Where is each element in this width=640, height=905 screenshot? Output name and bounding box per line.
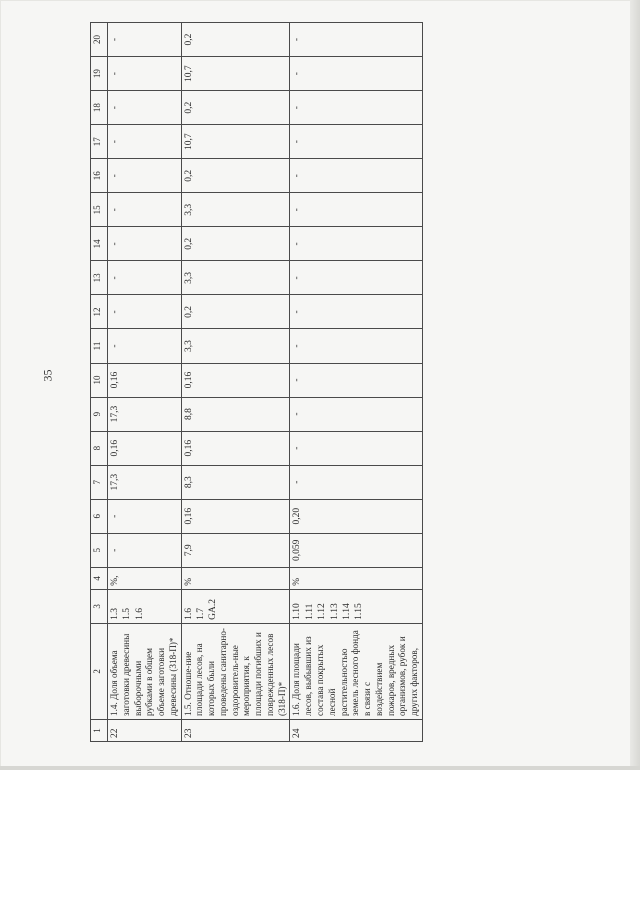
- unit: %: [290, 567, 422, 589]
- value-cell: 0,2: [181, 295, 290, 329]
- column-number-7: 7: [91, 465, 108, 499]
- value-cell: 3,3: [181, 329, 290, 363]
- indicator-code: 1.14: [341, 603, 352, 620]
- unit: %,: [108, 567, 182, 589]
- column-number-18: 18: [91, 91, 108, 125]
- value-cell: 0,20: [290, 499, 422, 533]
- value-cell: 0,16: [108, 363, 182, 397]
- value-cell: -: [290, 363, 422, 397]
- value-cell: 10,7: [181, 125, 290, 159]
- value-cell: 0,2: [181, 227, 290, 261]
- value-cell: 0,2: [181, 23, 290, 57]
- column-number-11: 11: [91, 329, 108, 363]
- value-cell: -: [290, 465, 422, 499]
- value-cell: 8,8: [181, 397, 290, 431]
- value-cell: 7,9: [181, 533, 290, 567]
- indicator-code: 1.10: [292, 603, 303, 620]
- table-row: [181, 23, 290, 742]
- row-number: 23: [181, 719, 290, 741]
- value-cell: -: [108, 329, 182, 363]
- value-cell: 0,2: [181, 91, 290, 125]
- column-number-17: 17: [91, 125, 108, 159]
- column-number-19: 19: [91, 57, 108, 91]
- column-number-14: 14: [91, 227, 108, 261]
- column-number-12: 12: [91, 295, 108, 329]
- column-number-16: 16: [91, 159, 108, 193]
- value-cell: 0,16: [181, 499, 290, 533]
- value-cell: 0,16: [181, 431, 290, 465]
- indicator-code: 1.15: [354, 603, 365, 620]
- value-cell: 17,3: [108, 465, 182, 499]
- indicator-code: 1.11: [304, 603, 315, 620]
- rotated-table: [90, 22, 620, 742]
- value-cell: -: [108, 499, 182, 533]
- indicator-code: 1.12: [317, 603, 328, 620]
- value-cell: 0,059: [290, 533, 422, 567]
- column-number-8: 8: [91, 431, 108, 465]
- value-cell: 0,2: [181, 159, 290, 193]
- value-cell: -: [108, 57, 182, 91]
- indicator-name: 1.5. Отноше-ние площади лесов, на которых были проведены санитарно-оздоровитель-ные мероприятия, к площади погибших и поврежденных лесов (318-П)*: [181, 623, 290, 719]
- indicator-code: 1.6: [183, 607, 194, 620]
- value-cell: -: [290, 261, 422, 295]
- column-number-15: 15: [91, 193, 108, 227]
- value-cell: -: [290, 91, 422, 125]
- column-number-5: 5: [91, 533, 108, 567]
- column-number-header: [91, 23, 108, 742]
- value-cell: -: [290, 329, 422, 363]
- table-row: [108, 23, 182, 742]
- value-cell: -: [108, 159, 182, 193]
- row-number: 22: [108, 719, 182, 741]
- column-number-6: 6: [91, 499, 108, 533]
- scan-edge: [630, 0, 640, 768]
- value-cell: 3,3: [181, 193, 290, 227]
- value-cell: 3,3: [181, 261, 290, 295]
- value-cell: -: [290, 431, 422, 465]
- value-cell: -: [290, 295, 422, 329]
- value-cell: -: [108, 227, 182, 261]
- scan-bottom-edge: [0, 766, 640, 770]
- value-cell: -: [108, 295, 182, 329]
- page-number: 35: [40, 369, 55, 382]
- value-cell: -: [108, 533, 182, 567]
- value-cell: 17,3: [108, 397, 182, 431]
- value-cell: -: [108, 91, 182, 125]
- value-cell: -: [108, 261, 182, 295]
- value-cell: 0,16: [108, 431, 182, 465]
- indicator-name: 1.6. Доля площади лесов, выбывших из состава покрытых лесной растительностью земель лесного фонда в связи с воздействием пожаров, вредных организмов, рубок и других факторов,: [290, 623, 422, 719]
- value-cell: -: [290, 125, 422, 159]
- column-number-9: 9: [91, 397, 108, 431]
- value-cell: -: [290, 159, 422, 193]
- table-row: [290, 23, 422, 742]
- indicators-table: [90, 22, 423, 742]
- indicator-codes: [108, 589, 182, 623]
- indicator-code: GA.2: [208, 599, 219, 620]
- indicator-code: 1.5: [122, 607, 133, 620]
- indicator-code: 1.6: [134, 607, 145, 620]
- column-number-4: 4: [91, 567, 108, 589]
- column-number-13: 13: [91, 261, 108, 295]
- indicator-codes: [290, 589, 422, 623]
- indicator-code: 1.13: [329, 603, 340, 620]
- column-number-2: 2: [91, 623, 108, 719]
- column-number-20: 20: [91, 23, 108, 57]
- value-cell: -: [290, 23, 422, 57]
- indicator-code: 1.3: [110, 607, 120, 620]
- value-cell: -: [108, 23, 182, 57]
- value-cell: -: [108, 125, 182, 159]
- value-cell: -: [290, 397, 422, 431]
- value-cell: -: [290, 193, 422, 227]
- unit: %: [181, 567, 290, 589]
- indicator-name: 1.4. Доля объема заготовки древесины выборочными рубками в общем объеме заготовки древесины (318-П)*: [108, 623, 182, 719]
- indicator-code: 1.7: [195, 607, 206, 620]
- rotated-table-wrapper: [90, 22, 620, 742]
- value-cell: 8,3: [181, 465, 290, 499]
- column-number-3: 3: [91, 589, 108, 623]
- value-cell: -: [108, 193, 182, 227]
- indicator-codes: [181, 589, 290, 623]
- row-number: 24: [290, 719, 422, 741]
- value-cell: 0,16: [181, 363, 290, 397]
- value-cell: -: [290, 57, 422, 91]
- column-number-1: 1: [91, 719, 108, 741]
- column-number-10: 10: [91, 363, 108, 397]
- value-cell: -: [290, 227, 422, 261]
- value-cell: 10,7: [181, 57, 290, 91]
